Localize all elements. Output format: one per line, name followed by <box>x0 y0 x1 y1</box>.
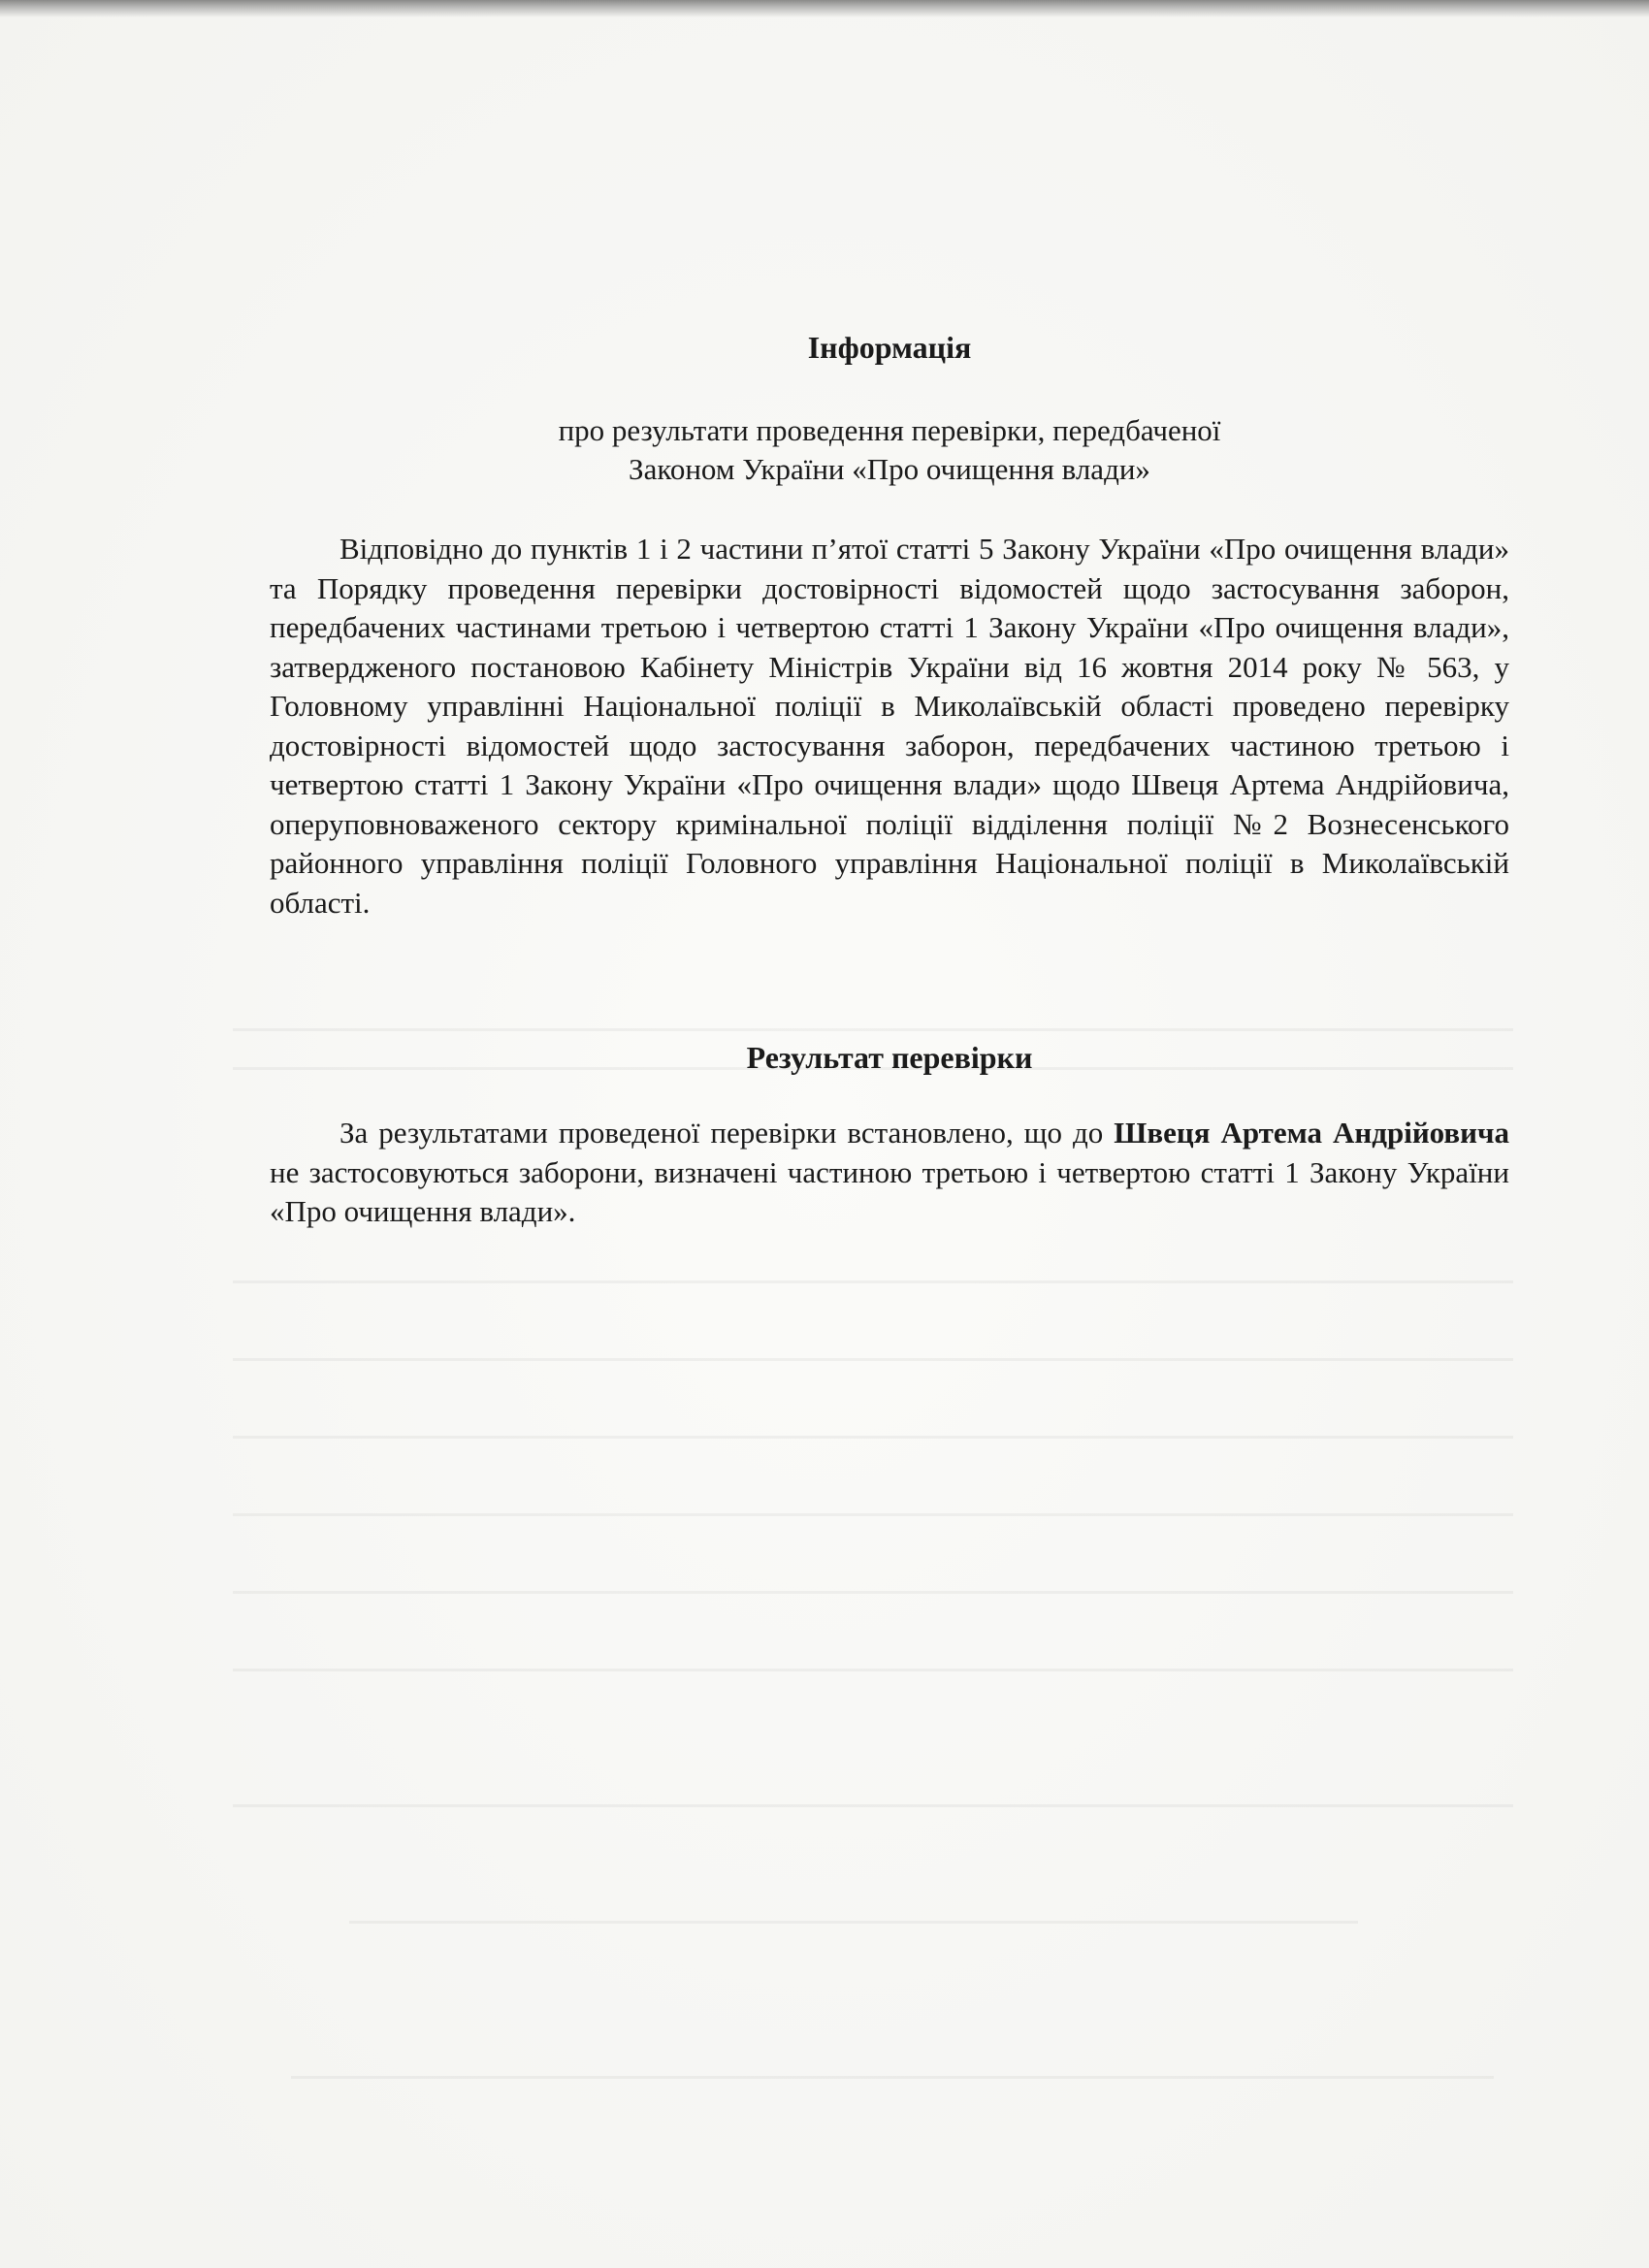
subtitle-line-2: Законом України «Про очищення влади» <box>629 452 1150 486</box>
paragraph-verification-basis: Відповідно до пунктів 1 і 2 частини п’ятої статті 5 Закону України «Про очищення влади» та Порядку проведення перевірки достовірності відомостей щодо застосування заборон, передбачених частинами третьою і четвертою статті 1 Закону України «Про очищення влади», затвердженого постановою Кабінету Міністрів України від 16 жовтня 2014 року № 563, у Головному управлінні Національної поліції в Миколаївській області проведено перевірку достовірності відомостей щодо застосування заборон, передбачених частиною третьою і четвертою статті 1 Закону України «Про очищення влади» щодо Швеця Артема Андрійовича, оперуповноваженого сектору кримінальної поліції відділення поліції №2 Вознесенського районного управління поліції Головного управління Національної поліції в Миколаївській області. <box>270 532 1509 920</box>
bleed-through-line <box>291 2076 1494 2079</box>
bleed-through-line <box>233 1513 1513 1516</box>
bleed-through-line <box>233 1591 1513 1594</box>
paragraph-verification-result <box>270 1114 1509 1232</box>
bleed-through-line <box>349 1921 1358 1924</box>
subtitle-line-1: про результати проведення перевірки, передбаченої <box>558 413 1221 447</box>
document-title: Інформація <box>807 330 972 365</box>
bleed-through-line <box>233 1028 1513 1031</box>
result-text-start: За результатами проведеної перевірки встановлено, що до <box>340 1116 1115 1150</box>
result-heading: Результат перевірки <box>746 1040 1033 1075</box>
scan-edge-shadow <box>0 0 1649 17</box>
bleed-through-line <box>233 1280 1513 1283</box>
bleed-through-line <box>233 1804 1513 1807</box>
document-subtitle <box>270 411 1509 489</box>
bleed-through-line <box>233 1436 1513 1439</box>
bleed-through-line <box>233 1358 1513 1361</box>
result-person-name: Швеця Артема Андрійовича <box>1114 1116 1509 1150</box>
bleed-through-line <box>233 1669 1513 1671</box>
result-text-end: не застосовуються заборони, визначені частиною третьою і четвертою статті 1 Закону України «Про очищення влади». <box>270 1154 1509 1228</box>
